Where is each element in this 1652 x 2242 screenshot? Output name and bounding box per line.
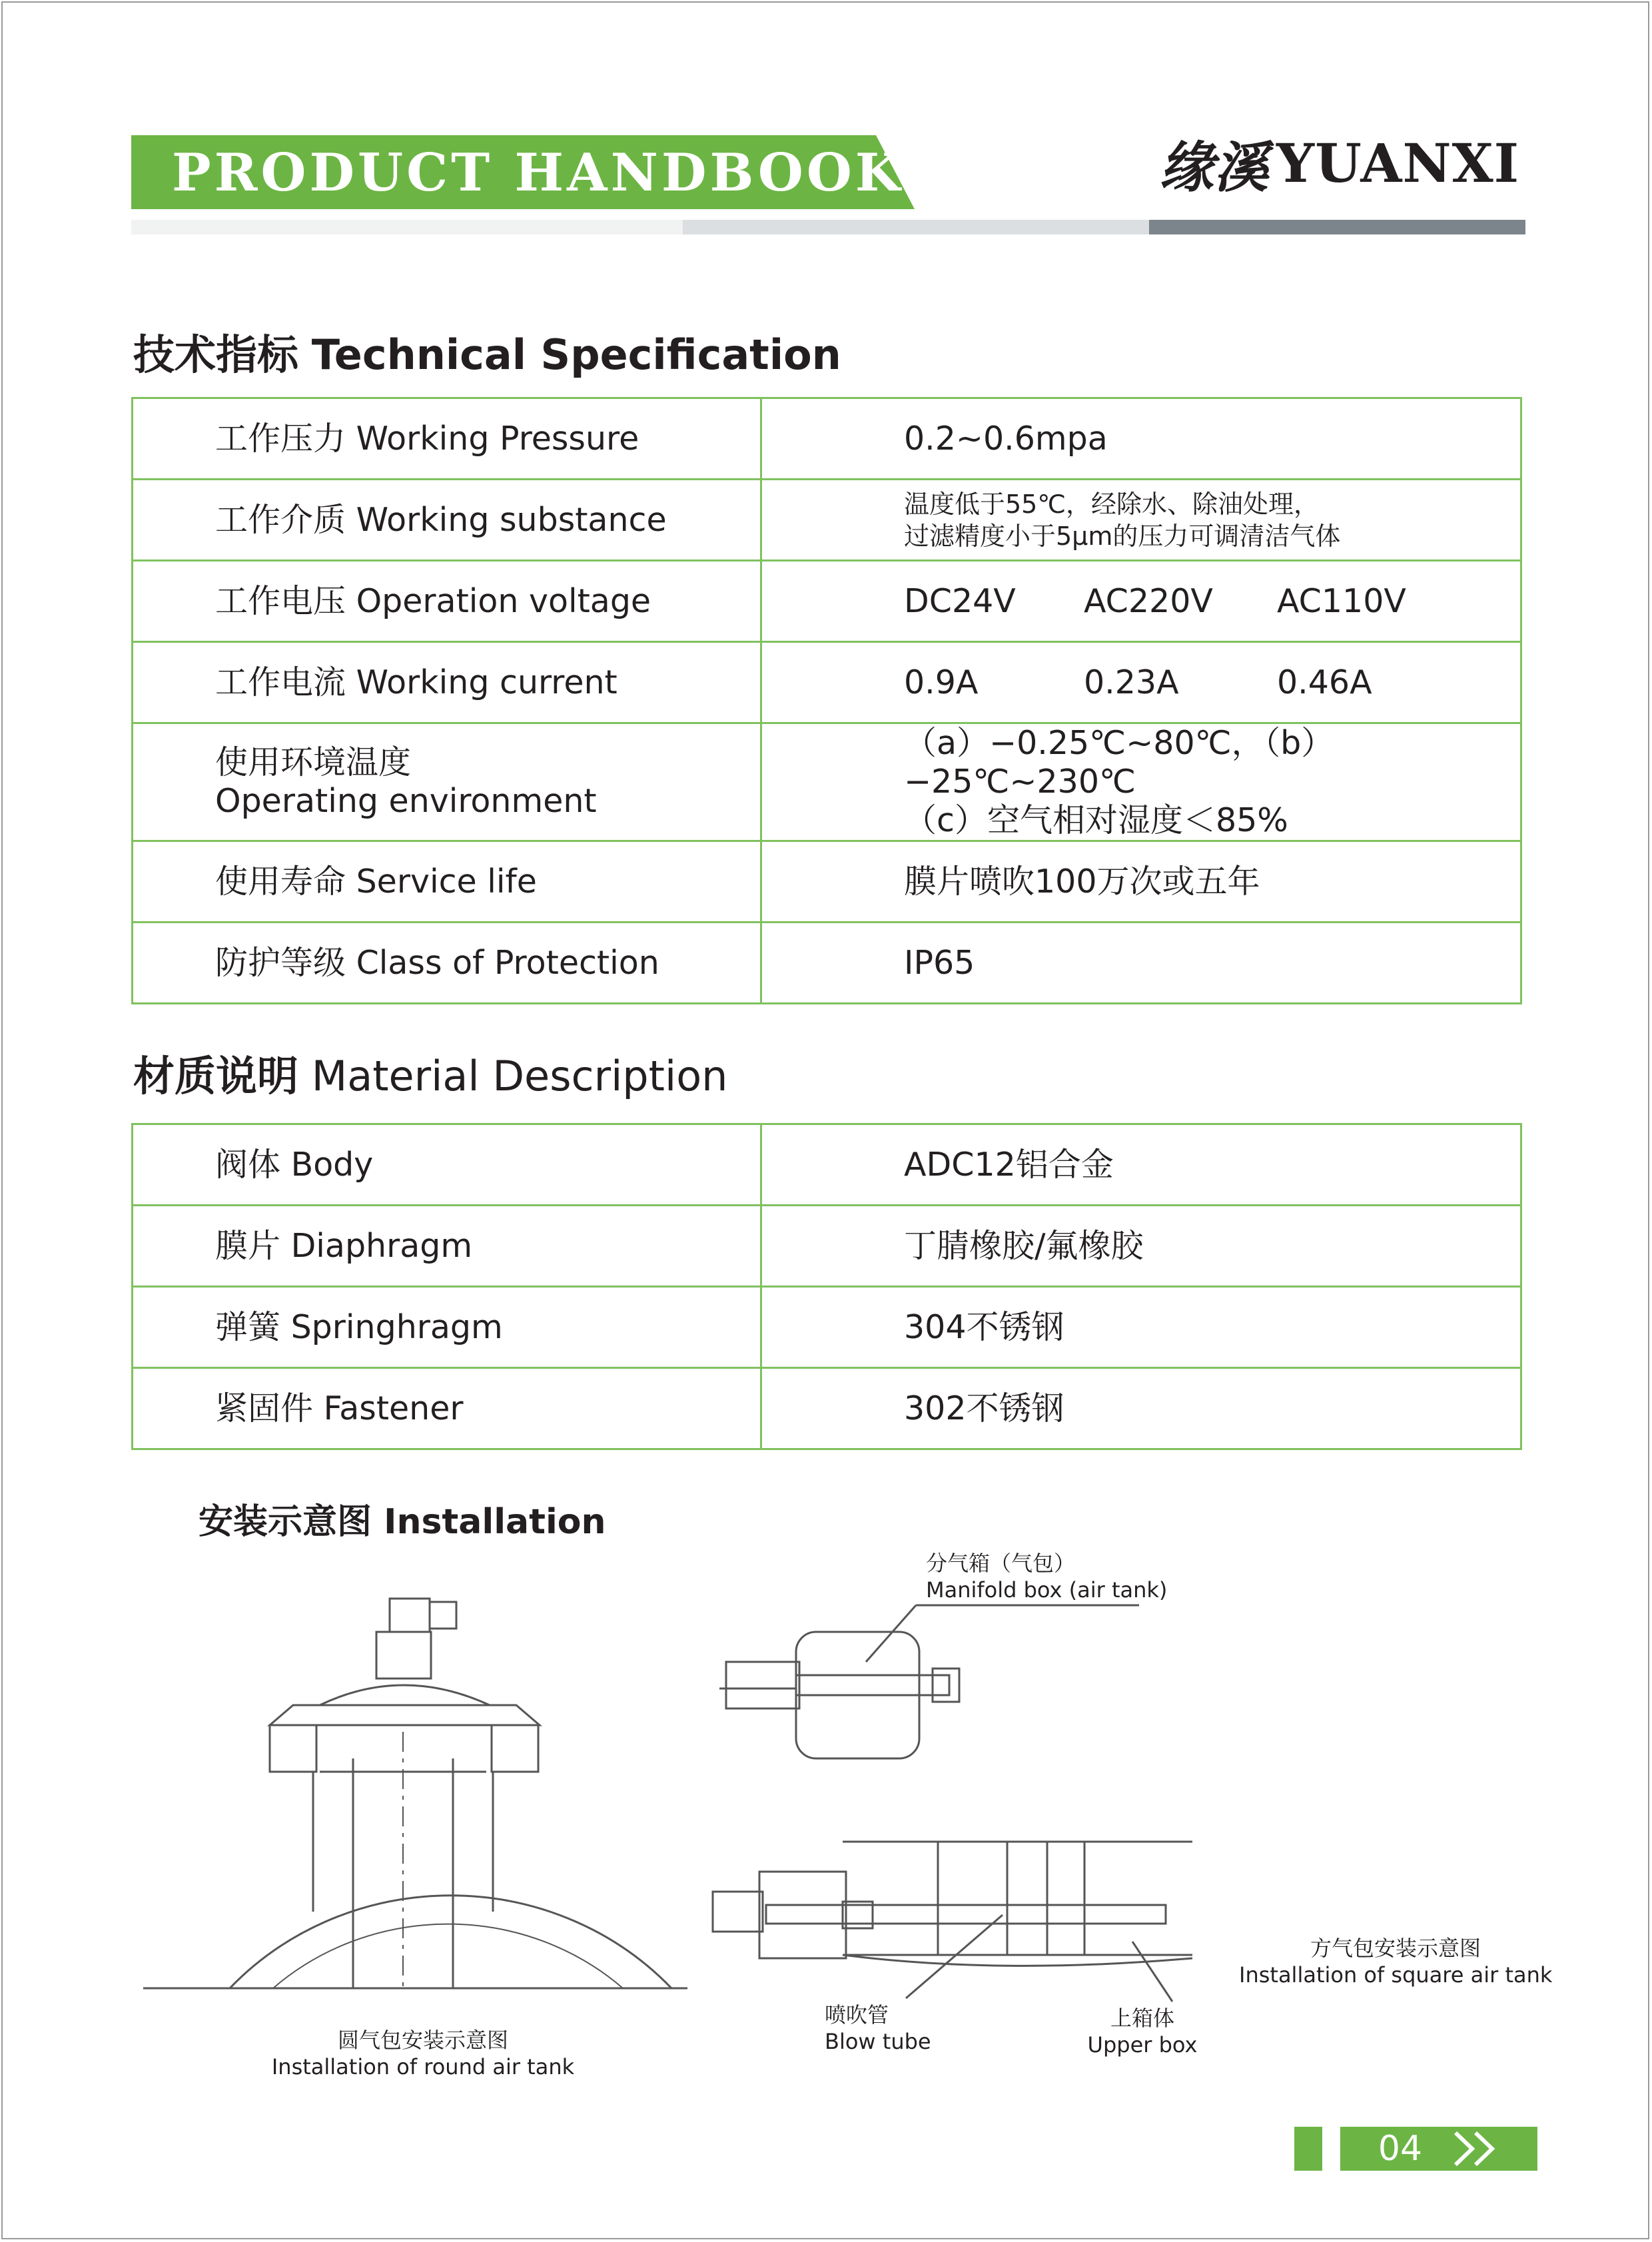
square-tank-drawing [713, 1842, 1192, 2002]
installation-heading: 安装示意图 Installation [199, 1502, 606, 1542]
material-value: ADC12铝合金 [761, 1124, 1521, 1206]
logo-english: YUANXI [1276, 132, 1520, 194]
manifold-caption: 分气箱（气包） Manifold box (air tank) [926, 1551, 1168, 1603]
spec-label: 工作压力 Working Pressure [133, 398, 761, 480]
spec-value: 0.2~0.6mpa [761, 398, 1521, 480]
spec-value: （a）−0.25℃~80℃，（b）−25℃~230℃ （c）空气相对湿度＜85% [761, 723, 1521, 841]
material-value: 304不锈钢 [761, 1287, 1521, 1368]
spec-label: 防护等级 Class of Protection [133, 923, 761, 1004]
material-heading: 材质说明 Material Description [133, 1052, 728, 1100]
square-tank-caption: 方气包安装示意图 Installation of square air tank [1239, 1936, 1553, 1988]
page-number-marker [1294, 2127, 1322, 2171]
tech-spec-heading: 技术指标 Technical Specification [133, 330, 841, 379]
spec-label: 工作电压 Operation voltage [133, 561, 761, 642]
round-tank-caption: 圆气包安装示意图 Installation of round air tank [271, 2028, 575, 2079]
spec-value: IP65 [761, 923, 1521, 1004]
round-tank-drawing [143, 1599, 687, 1988]
spec-value: 温度低于55℃，经除水、除油处理， 过滤精度小于5μm的压力可调清洁气体 [761, 480, 1521, 561]
spec-label: 使用寿命 Service life [133, 841, 761, 923]
page-number: 04 [1378, 2129, 1423, 2169]
spec-label: 使用环境温度 Operating environment [133, 723, 761, 841]
spec-value: DC24V AC220V AC110V [761, 561, 1521, 642]
material-label: 膜片 Diaphragm [133, 1206, 761, 1287]
blow-tube-caption: 喷吹管 Blow tube [825, 2002, 931, 2054]
spec-value: 膜片喷吹100万次或五年 [761, 841, 1521, 923]
upper-box-caption: 上箱体 Upper box [1087, 2006, 1198, 2057]
banner-title: PRODUCT HANDBOOK [172, 143, 904, 203]
material-label: 紧固件 Fastener [133, 1368, 761, 1449]
spec-value: 0.9A 0.23A 0.46A [761, 642, 1521, 723]
material-value: 302不锈钢 [761, 1368, 1521, 1449]
spec-label: 工作电流 Working current [133, 642, 761, 723]
material-label: 阀体 Body [133, 1124, 761, 1206]
material-value: 丁腈橡胶/氟橡胶 [761, 1206, 1521, 1287]
spec-label: 工作介质 Working substance [133, 480, 761, 561]
material-label: 弹簧 Springhragm [133, 1287, 761, 1368]
logo-chinese: 缘溪 [1159, 135, 1268, 200]
manifold-drawing [719, 1605, 1139, 1758]
